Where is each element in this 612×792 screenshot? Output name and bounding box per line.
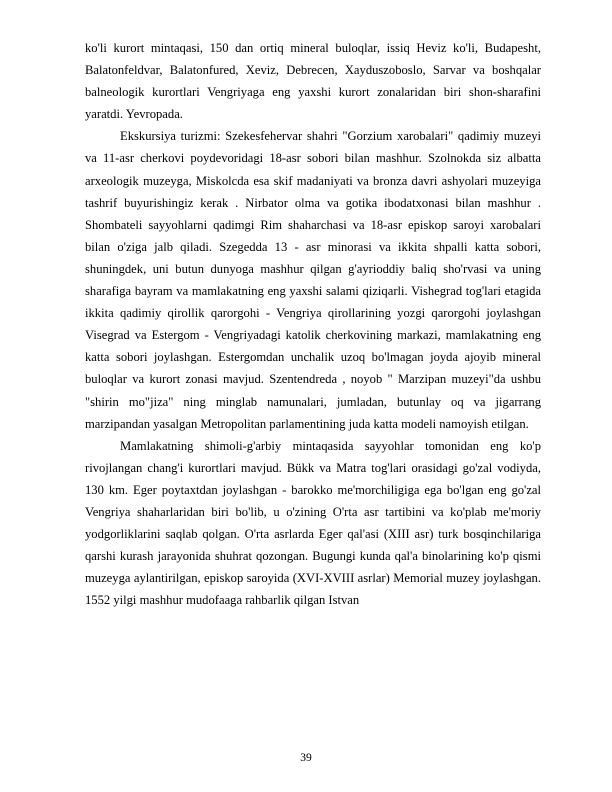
paragraph-1: ko'li kurort mintaqasi, 150 dan ortiq mineral buloqlar, issiq Heviz ko'li, Budapesht, Balatonfeldvar, Balatonfured, Xeviz, Debrecen, Xayduszoboslo, Sarvar va boshqalar balneologik kurortlari Vengriyaga eng yaxshi kurort zonalaridan biri shon-sharafini yaratdi. Yevropada. xyxy=(85,41,541,122)
paragraph-2: Ekskursiya turizmi: Szekesfehervar shahri "Gorzium xarobalari" qadimiy muzeyi va 11-asr cherkovi poydevoridagi 18-asr sobori bilan mashhur. Szolnokda siz albatta arxeologik muzeyga, Miskolcda esa skif madaniyati va bronza davri ashyolari muzeyiga tashrif buyurishingiz kerak . Nirbator olma va gotika ibodatxonasi bilan mashhur . Shombateli sayyohlarni qadimgi Rim shaharchasi va 18-asr episkop saroyi xarobalari bilan o'ziga jalb qiladi. Szegedda 13 - asr minorasi va ikkita shpalli katta sobori, shuningdek, uni butun dunyoga mashhur qilgan g'ayrioddiy baliq sho'rvasi va uning sharafiga bayram va mamlakatning eng yaxshi salami qiziqarli. Vishegrad tog'lari etagida ikkita qadimiy qirollik qarorgohi - Vengriya qirollarining yozgi qarorgohi joylashgan Visegrad va Estergom - Vengriyadagi katolik cherkovining markazi, mamlakatning eng katta sobori joylashgan. Estergomdan unchalik uzoq bo'lmagan joyda ajoyib mineral buloqlar va kurort zonasi mavjud. Szentendreda , noyob " Marzipan muzeyi"da ushbu "shirin mo"jiza" ning minglab namunalari, jumladan, butunlay oq va jigarrang marzipandan yasalgan Metropolitan parlamentining juda katta modeli namoyish etilgan. xyxy=(85,129,541,431)
page-number: 39 xyxy=(300,752,312,764)
paragraph-3: Mamlakatning shimoli-g'arbiy mintaqasida sayyohlar tomonidan eng ko'p rivojlangan chang'i kurortlari mavjud. Bükk va Matra tog'lari orasidagi go'zal vodiyda, 130 km. Eger poytaxtdan joylashgan - barokko me'morchiligiga ega bo'lgan eng go'zal Vengriya shaharlaridan biri bo'lib, u o'zining O'rta asr tartibini va ko'plab me'moriy yodgorliklarini saqlab qolgan. O'rta asrlarda Eger qal'asi (XIII asr) turk bosqinchilariga qarshi kurash jarayonida shuhrat qozongan. Bugungi kunda qal'a binolarining ko'p qismi muzeyga aylantirilgan, episkop saroyida (XVI-XVIII asrlar) Memorial muzey joylashgan. 1552 yilgi mashhur mudofaaga rahbarlik qilgan Istvan xyxy=(85,438,541,608)
body-text xyxy=(85,37,541,611)
